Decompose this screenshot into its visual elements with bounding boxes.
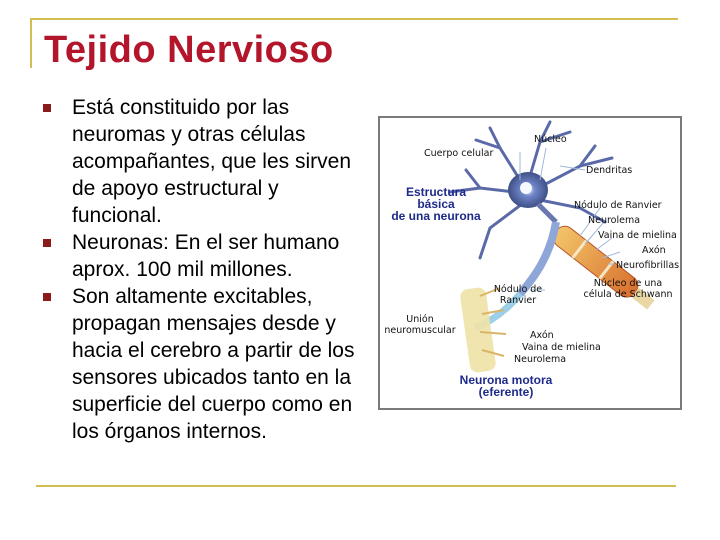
label-ranvier-node-mid: Nódulo de Ranvier (493, 284, 543, 306)
bullet-text: Neuronas: En el ser humano aprox. 100 mil millones. (72, 231, 340, 281)
square-bullet-icon (43, 293, 51, 301)
frame-left-line (30, 18, 32, 68)
label-schwann-nucleus: Núcleo de una célula de Schwann (583, 278, 673, 300)
figure-subheading: Neurona motora (eferente) (459, 373, 553, 399)
square-bullet-icon (43, 239, 51, 247)
label-nucleus: Núcleo (534, 134, 567, 145)
frame-top-line (30, 18, 678, 20)
label-axon-top: Axón (642, 245, 666, 256)
label-ranvier-node-top: Nódulo de Ranvier (574, 200, 662, 211)
label-neurilemma-top: Neurolema (588, 215, 641, 226)
label-neurilemma-bottom: Neurolema (514, 354, 567, 365)
bullet-text: Son altamente excitables, propagan mensajes desde y hacia el cerebro a partir de los sensores ubicados tanto en la superficie del cuerpo como en los órganos internos. (72, 285, 355, 443)
label-myelin-top: Vaina de mielina (598, 230, 677, 241)
label-myelin-bottom: Vaina de mielina (522, 342, 601, 353)
frame-bottom-line (36, 485, 676, 487)
bullet-list (38, 94, 368, 445)
label-axon-bottom: Axón (530, 330, 554, 341)
bullet-item (38, 283, 368, 445)
figure-heading: Estructura básica de una neurona (391, 185, 481, 223)
label-neurofibrils: Neurofibrillas (616, 260, 680, 271)
nucleus (520, 182, 532, 194)
bullet-item (38, 229, 368, 283)
label-dendrites: Dendritas (586, 165, 633, 176)
bullet-item (38, 94, 368, 229)
label-cell-body: Cuerpo celular (424, 148, 494, 159)
neuron-figure (378, 116, 682, 410)
square-bullet-icon (43, 104, 51, 112)
label-neuromuscular-junction: Unión neuromuscular (384, 314, 456, 336)
axon-hillock (538, 204, 556, 222)
slide-title: Tejido Nervioso (44, 29, 334, 71)
bullet-text: Está constituido por las neuromas y otras células acompañantes, que les sirven de apoyo estructural y funcional. (72, 96, 351, 227)
